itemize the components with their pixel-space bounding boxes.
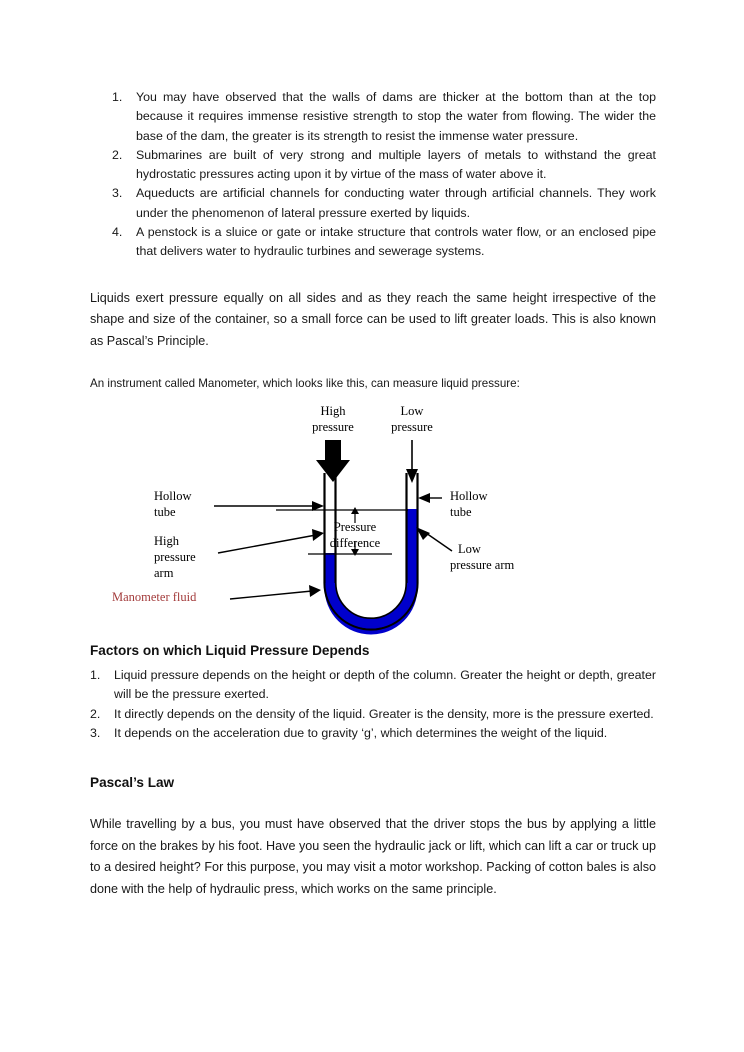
- high-pressure-arrow-icon: [316, 440, 350, 482]
- low-pressure-arrow-icon: [406, 440, 418, 483]
- list-item: [90, 88, 656, 146]
- manometer-fluid-pointer-icon: [230, 585, 321, 599]
- list-item-text: It directly depends on the density of the liquid. Greater is the density, more is the pressure exerted.: [114, 706, 654, 721]
- list-item-text: Submarines are built of very strong and multiple layers of metals to withstand the great hydrostatic pressures acting upon it by virtue of the mass of water above it.: [136, 147, 656, 182]
- manometer-svg: [90, 393, 656, 641]
- label-high-pressure-arm-line3: arm: [154, 566, 174, 581]
- label-high-pressure-arm-line1: High: [154, 534, 179, 549]
- list-item: [90, 146, 656, 185]
- list-item: [90, 705, 656, 724]
- list-item: [90, 184, 656, 223]
- label-low-pressure-line2: pressure: [391, 420, 433, 435]
- list-item-text: Liquid pressure depends on the height or depth of the column. Greater the height or depth, greater will be the pressure exerted.: [114, 668, 656, 702]
- hollow-tube-right-pointer-icon: [418, 493, 442, 503]
- label-low-pressure-line1: Low: [400, 404, 424, 419]
- label-hollow-tube-left-line2: tube: [154, 505, 176, 520]
- list-marker: 3.: [90, 726, 101, 741]
- list-marker: 2.: [90, 706, 101, 721]
- manometer-figure: [90, 393, 656, 641]
- label-hollow-tube-left-line1: Hollow: [154, 489, 192, 504]
- label-pressure-difference-line2: difference: [329, 536, 381, 551]
- document-content: [90, 88, 656, 900]
- label-hollow-tube-right-line2: tube: [450, 505, 472, 520]
- label-manometer-fluid: Manometer fluid: [112, 590, 197, 605]
- manometer-intro-text: An instrument called Manometer, which looks like this, can measure liquid pressure:: [90, 377, 520, 391]
- label-high-pressure-line1: High: [320, 404, 346, 419]
- list-item-text: You may have observed that the walls of dams are thicker at the bottom than at the top because it requires immense resistive strength to stop the water from flowing. The wider the base of the dam, the greater is its strength to resist the immense water pressure.: [136, 90, 656, 143]
- list-item: [90, 666, 656, 705]
- label-high-pressure-arm-line2: pressure: [154, 550, 196, 565]
- pascal-principle-paragraph: Liquids exert pressure equally on all sides and as they reach the same height irrespective of the shape and size of the container, so a small force can be used to lift greater loads. This is also known as Pascal’s Principle.: [90, 290, 656, 348]
- pascals-law-heading: Pascal’s Law: [90, 775, 175, 791]
- list-marker: 2.: [112, 147, 123, 162]
- list-marker: 3.: [112, 186, 123, 201]
- pascals-law-paragraph: While travelling by a bus, you must have observed that the driver stops the bus by applying a little force on the brakes by his foot. Have you seen the hydraulic jack or lift, which can lift a car or truck up to a desired height? For this purpose, you may visit a motor workshop. Packing of cotton bales is also done with the help of hydraulic press, which works on the same principle.: [90, 817, 656, 896]
- label-low-pressure-arm-line2: pressure arm: [450, 558, 515, 573]
- applications-list: [90, 88, 656, 262]
- label-low-pressure-arm-line1: Low: [458, 542, 481, 557]
- list-marker: 1.: [112, 90, 123, 104]
- factors-list: [90, 666, 656, 743]
- high-pressure-arm-pointer-icon: [218, 529, 324, 553]
- low-pressure-arm-pointer-icon: [416, 527, 452, 551]
- list-marker: 1.: [90, 668, 101, 683]
- label-hollow-tube-right-line1: Hollow: [450, 489, 488, 504]
- list-item-text: A penstock is a sluice or gate or intake structure that controls water flow, or an enclosed pipe that delivers water to hydraulic turbines and sewerage systems.: [136, 225, 656, 259]
- list-item-text: It depends on the acceleration due to gravity ‘g’, which determines the weight of the liquid.: [114, 726, 608, 741]
- list-item: [90, 223, 656, 262]
- list-item: [90, 724, 656, 743]
- label-pressure-difference-line1: Pressure: [333, 520, 377, 535]
- list-marker: 4.: [112, 225, 123, 240]
- label-high-pressure-line2: pressure: [312, 420, 354, 435]
- factors-heading: Factors on which Liquid Pressure Depends: [90, 643, 370, 659]
- list-item-text: Aqueducts are artificial channels for conducting water through artificial channels. They work under the phenomenon of lateral pressure exerted by liquids.: [136, 186, 656, 220]
